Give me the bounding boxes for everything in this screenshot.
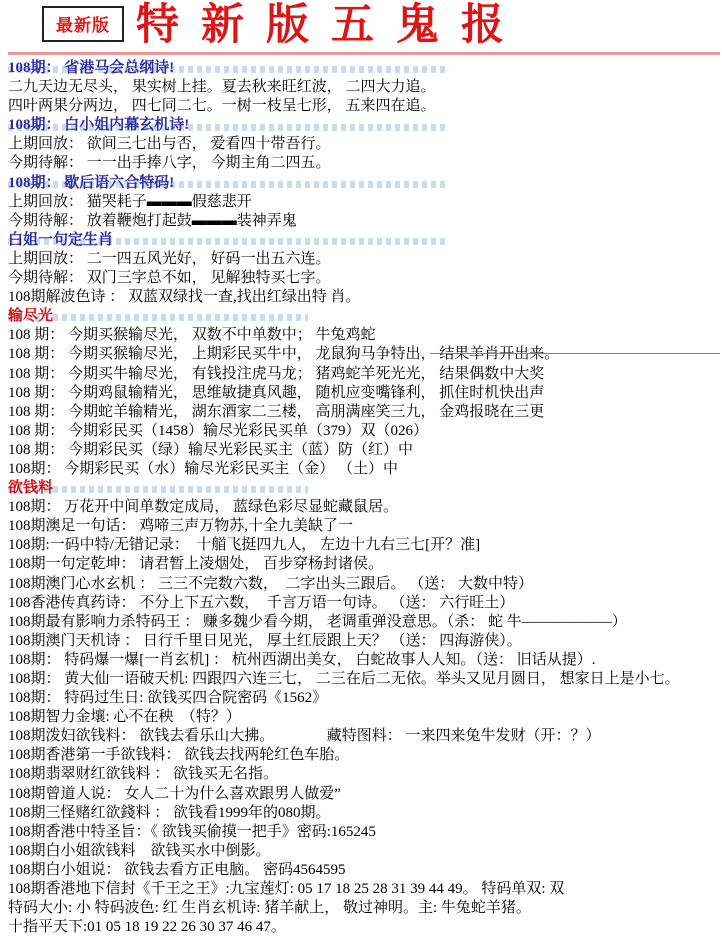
- text-line: 108期： 今期彩民买（水）输尽光彩民买主（金） （土）中: [8, 460, 399, 477]
- text-line: 108 期： 今期鸡鼠输精光， 思维敏捷真风趣， 随机应变嘴锋利， 抓住时机快出声: [8, 384, 545, 401]
- text-line: 二九天边无尽头， 果实树上挂。夏去秋来旺红波， 二四大力追。: [8, 79, 436, 96]
- text-line: 108期白小姐说： 欲钱去看方正电脑。 密码4564595: [8, 861, 346, 878]
- content-lines: [0, 59, 722, 937]
- text-line: 108期澳门天机诗 ： 日行千里日见光， 厚土红辰跟上天？ （送： 四海游侠）。: [8, 632, 522, 649]
- text-line: 今期待解： 放着鞭炮打起鼓▬▬▬装神弄鬼: [8, 212, 297, 229]
- text-line: 108香港传真药诗： 不分上下五六数， 千言万语一句诗。 （送： 六行旺土）: [8, 594, 515, 611]
- text-line: 108期澳门心水玄机 ： 三三不完数六数， 二字出头三跟后。 （送： 大数中特）: [8, 575, 534, 592]
- text-line: 十指平天下:01 05 18 19 22 26 30 37 46 47。: [8, 919, 286, 936]
- section-header: 输尽光: [0, 307, 722, 326]
- text-line: 108期三怪赌红欲錢料 ： 欲钱看1999年的080期。: [8, 804, 331, 821]
- text-line: 108 期： 今期彩民买（1458）输尽光彩民买单（379）双（026）: [8, 422, 429, 439]
- text-line: 108 期： 今期彩民买（绿）输尽光彩民买主（蓝）防（红）中: [8, 441, 414, 458]
- text-line: 108期澳足一句话： 鸡啼三声万物苏,十全九美缺了一: [8, 518, 354, 535]
- text-line: 108期： 特码爆一爆[一肖玄机] ： 杭州西湖出美女， 白蛇故事人人知。（送： 旧话从提）.: [8, 651, 596, 668]
- text-line: 108期最有影响力杀特码王 ： 赚多魏少看今期， 老调重弹没意思。（杀： 蛇 牛——————）: [8, 613, 627, 630]
- text-line: 108期白小姐欲钱料 欲钱买水中倒影。: [8, 842, 271, 859]
- section-header: 白姐一句定生肖: [0, 231, 722, 250]
- text-line: 108 期： 今期买猴输尽光， 双数不中单数中； 牛兔鸡蛇: [8, 327, 376, 344]
- masthead: [0, 0, 722, 56]
- text-line: 今期待解： 双门三字总不如， 见解独特买七字。: [8, 270, 331, 287]
- text-line: 108期解波色诗 ： 双蓝双绿找一查,找出红绿出特 肖。: [8, 289, 361, 306]
- text-line: 108期： 黄大仙一语破天机: 四跟四六连三七， 二三在后二无依。举头又见月圆日， 想家日上是小七。: [8, 671, 680, 687]
- section-header: 108期： 省港马会总纲诗!: [0, 59, 722, 78]
- text-line: 108 期： 今期买猴输尽光， 上期彩民买牛中， 龙鼠狗马争特出， 结果羊肖开出来。: [8, 346, 560, 363]
- title-underline: [8, 52, 720, 55]
- divider-line: [430, 353, 720, 354]
- text-line: 108期香港地下信封《千王之王》:九宝莲灯: 05 17 18 25 28 31 39 44 49。 特码单双: 双: [8, 881, 565, 898]
- page-title: 特新版五鬼报: [136, 2, 526, 49]
- text-line: 108期泼妇欲钱料： 欲钱去看乐山大拂。 藏特图料： 一来四来兔牛发财（开：？）: [8, 728, 601, 745]
- text-line: 四叶两果分两边， 四七同二七。一树一枝呈七形， 五来四在追。: [8, 98, 436, 115]
- section-header: 108期： 歇后语六合特码!: [0, 174, 722, 193]
- text-line: 108 期： 今期买牛输尽光， 有钱投注虎马龙； 猪鸡蛇羊死光光， 结果偶数中大奖: [8, 365, 545, 382]
- text-line: 108期智力金壤: 心不在秧 （特？）: [8, 709, 241, 726]
- text-line: 上期回放： 二一四五风光好， 好码一出五六连。: [8, 250, 331, 267]
- text-line: 上期回放： 欲间三七出与否， 爱看四十带吾行。: [8, 136, 331, 153]
- text-line: 108期曾道人说： 女人二十为什么喜欢跟男人做爱”: [8, 785, 341, 802]
- text-line: 108期:一码中特/无错记录： 十艏飞挺四九人， 左边十九右三七[开？准]: [8, 537, 481, 554]
- text-line: 上期回放： 猫哭耗子▬▬▬假慈悲开: [8, 193, 252, 210]
- text-line: 108期香港中特圣旨：《 欲钱买偷摸一把手》密码:165245: [8, 823, 376, 840]
- text-line: 108期香港第一手欲钱料： 欲钱去找两轮红色车胎。: [8, 747, 350, 764]
- section-header: 108期： 白小姐内幕玄机诗!: [0, 116, 722, 135]
- latest-version-badge: [42, 6, 124, 42]
- text-line: 108期一句定乾坤： 请君暂上凌烟处， 百步穿杨封诸侯。: [8, 556, 384, 573]
- section-header: 欲钱料: [0, 479, 722, 498]
- latest-version-label: 最新版: [56, 16, 110, 35]
- text-line: 今期待解： 一一出手捧八字， 今期主角二四五。: [8, 155, 331, 172]
- text-line: 108期翡翠财红欲钱料 ： 欲钱买无名指。: [8, 766, 279, 783]
- text-line: 108期： 特码过生日: 欲钱买四合院密码《1562》: [8, 690, 328, 707]
- text-line: 特码大小: 小 特码波色: 红 生肖玄机诗: 猪羊献上， 敬过神明。主: 牛兔蛇羊猪。: [8, 900, 531, 917]
- text-line: 108期： 万花开中间单数定成局， 蓝绿色彩尽显蛇藏鼠居。: [8, 499, 399, 516]
- text-line: 108 期： 今期蛇羊输精光， 湖东酒家二三楼， 高朋满座笑三九， 金鸡报晓在三更: [8, 403, 545, 420]
